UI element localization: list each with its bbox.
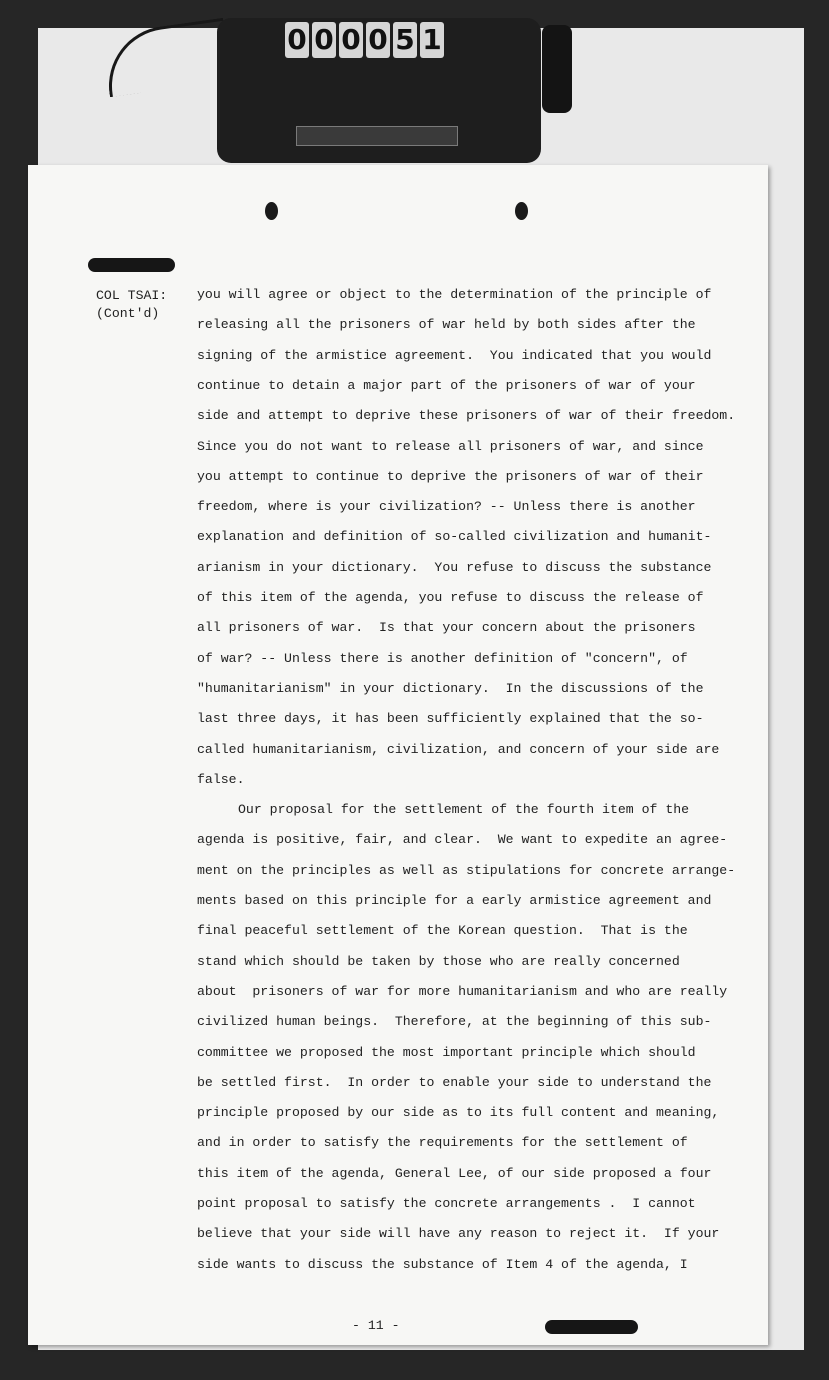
text-line: committee we proposed the most important principle which should [197, 1045, 696, 1060]
speaker-label: COL TSAI: (Cont'd) [96, 288, 168, 321]
text-line: principle proposed by our side as to its full content and meaning, [197, 1105, 720, 1120]
text-line: of this item of the agenda, you refuse to discuss the release of [197, 590, 704, 605]
text-line: civilized human beings. Therefore, at the beginning of this sub- [197, 1014, 712, 1029]
text-line: this item of the agenda, General Lee, of our side proposed a four [197, 1166, 712, 1181]
counter-digit: 0 [312, 22, 336, 58]
counter-digit: 1 [420, 22, 444, 58]
text-line: agenda is positive, fair, and clear. We want to expedite an agree- [197, 832, 728, 847]
text-line: stand which should be taken by those who are really concerned [197, 954, 680, 969]
text-line: about prisoners of war for more humanitarianism and who are really [197, 984, 728, 999]
text-line: point proposal to satisfy the concrete arrangements . I cannot [197, 1196, 696, 1211]
text-line: you will agree or object to the determination of the principle of [197, 287, 712, 302]
text-line: believe that your side will have any reason to reject it. If your [197, 1226, 720, 1241]
text-line: Our proposal for the settlement of the fourth item of the [238, 802, 690, 817]
text-line: side wants to discuss the substance of Item 4 of the agenda, I [197, 1257, 688, 1272]
text-line: explanation and definition of so-called civilization and humanit- [197, 529, 712, 544]
text-line: releasing all the prisoners of war held by both sides after the [197, 317, 696, 332]
counter-digit: 0 [339, 22, 363, 58]
text-line: be settled first. In order to enable your side to understand the [197, 1075, 712, 1090]
text-line: "humanitarianism" in your dictionary. In the discussions of the [197, 681, 704, 696]
counter-digit: 5 [393, 22, 417, 58]
text-line: of war? -- Unless there is another definition of "concern", of [197, 651, 688, 666]
text-line: final peaceful settlement of the Korean question. That is the [197, 923, 688, 938]
text-line: arianism in your dictionary. You refuse to discuss the substance [197, 560, 712, 575]
text-line: all prisoners of war. Is that your concern about the prisoners [197, 620, 696, 635]
page-number: - 11 - [352, 1318, 400, 1333]
counter-digit: 0 [366, 22, 390, 58]
text-line: and in order to satisfy the requirements for the settlement of [197, 1135, 688, 1150]
text-line: ments based on this principle for a early armistice agreement and [197, 893, 712, 908]
text-line: freedom, where is your civilization? -- Unless there is another [197, 499, 696, 514]
text-line: signing of the armistice agreement. You indicated that you would [197, 348, 712, 363]
text-line: continue to detain a major part of the prisoners of war of your [197, 378, 696, 393]
text-line: false. [197, 772, 245, 787]
text-line: called humanitarianism, civilization, and concern of your side are [197, 742, 720, 757]
text-line: Since you do not want to release all prisoners of war, and since [197, 439, 704, 454]
text-line: side and attempt to deprive these prisoners of war of their freedom. [197, 408, 736, 423]
text-line: ment on the principles as well as stipulations for concrete arrange- [197, 863, 736, 878]
text-line: you attempt to continue to deprive the prisoners of war of their [197, 469, 704, 484]
counter-digit: 0 [285, 22, 309, 58]
text-line: last three days, it has been sufficiently explained that the so- [197, 711, 704, 726]
